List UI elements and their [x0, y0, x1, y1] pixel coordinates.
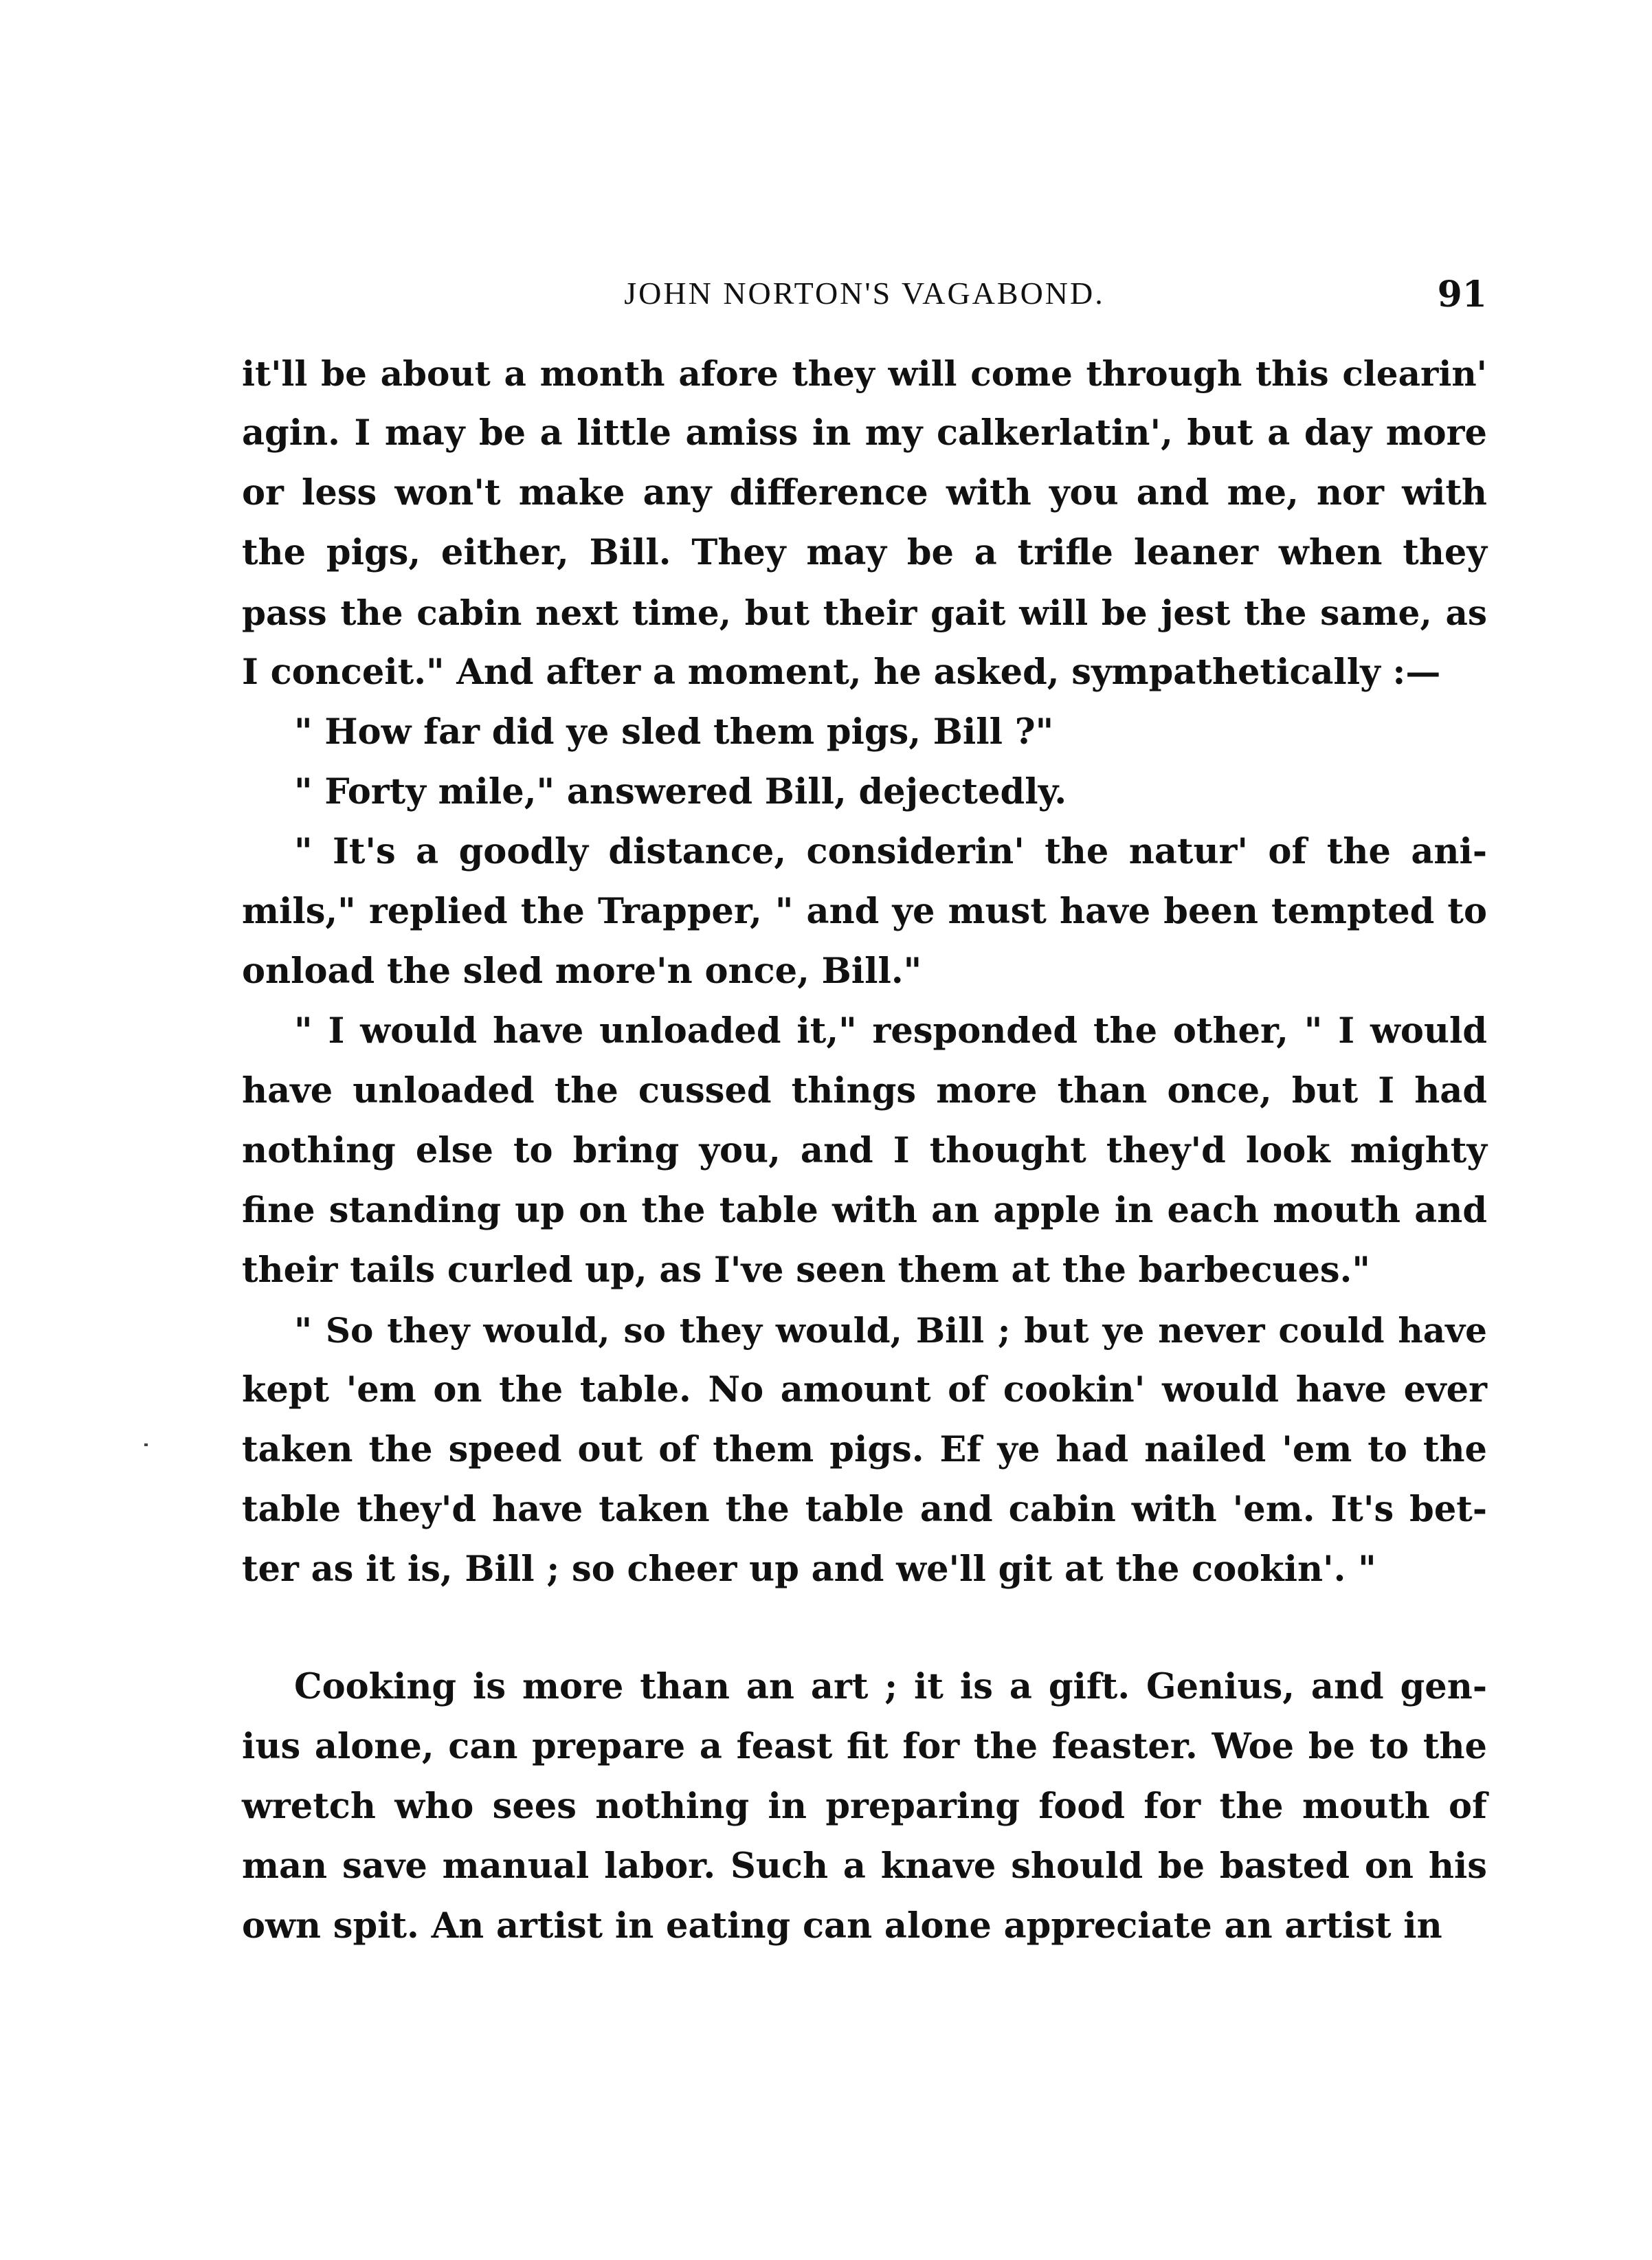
text-line: wretch who sees nothing in preparing food for the mouth of	[242, 1786, 1487, 1827]
text-line: fine standing up on the table with an apple in each mouth and	[242, 1190, 1487, 1231]
text-line: ter as it is, Bill ; so cheer up and we'll git at the cookin'. "	[242, 1549, 1376, 1590]
text-line: " So they would, so they would, Bill ; but ye never could have	[294, 1310, 1487, 1351]
paragraph	[242, 702, 1487, 762]
paragraph	[242, 1657, 1487, 1956]
text-line: man save manual labor. Such a knave should be basted on his	[242, 1846, 1487, 1887]
stray-ink-mark	[144, 1443, 148, 1446]
text-line: agin. I may be a little amiss in my calkerlatin', but a day more	[242, 412, 1487, 454]
running-head	[242, 275, 1487, 323]
paragraph	[242, 1001, 1487, 1300]
section-break	[242, 1599, 1487, 1657]
text-line: have unloaded the cussed things more than once, but I had	[242, 1070, 1487, 1111]
text-line: " It's a goodly distance, considerin' the natur' of the ani-	[294, 831, 1487, 872]
text-line: the pigs, either, Bill. They may be a trifle leaner when they	[242, 532, 1487, 573]
text-line: own spit. An artist in eating can alone appreciate an artist in	[242, 1905, 1442, 1947]
text-line: " Forty mile," answered Bill, dejectedly.	[294, 771, 1067, 812]
page-number: 91	[1437, 274, 1487, 315]
paragraph	[242, 344, 1487, 702]
text-line: onload the sled more'n once, Bill."	[242, 951, 922, 992]
text-line: " How far did ye sled them pigs, Bill ?"	[294, 711, 1054, 753]
text-line: Cooking is more than an art ; it is a gift. Genius, and gen-	[294, 1666, 1487, 1707]
paragraph	[242, 822, 1487, 1001]
paragraph	[242, 762, 1487, 822]
text-line: or less won't make any difference with you and me, nor with	[242, 472, 1487, 513]
text-line: pass the cabin next time, but their gait will be jest the same, as	[242, 592, 1487, 633]
text-line: table they'd have taken the table and cabin with 'em. It's bet-	[242, 1489, 1487, 1530]
text-line: mils," replied the Trapper, " and ye must have been tempted to	[242, 891, 1487, 932]
text-line: it'll be about a month afore they will come through this clearin'	[242, 353, 1487, 394]
text-line: I conceit." And after a moment, he asked, sympathetically :—	[242, 652, 1441, 693]
text-line: nothing else to bring you, and I thought they'd look mighty	[242, 1130, 1487, 1171]
text-line: their tails curled up, as I've seen them at the barbecues."	[242, 1250, 1370, 1291]
paragraph	[242, 1300, 1487, 1599]
text-line: " I would have unloaded it," responded the other, " I would	[294, 1010, 1487, 1052]
text-line: ius alone, can prepare a feast fit for the feaster. Woe be to the	[242, 1726, 1487, 1767]
running-title: JOHN NORTON'S VAGABOND.	[624, 276, 1105, 311]
text-line: kept 'em on the table. No amount of cookin' would have ever	[242, 1369, 1487, 1410]
body-text	[242, 344, 1487, 1956]
text-line: taken the speed out of them pigs. Ef ye had nailed 'em to the	[242, 1429, 1487, 1470]
